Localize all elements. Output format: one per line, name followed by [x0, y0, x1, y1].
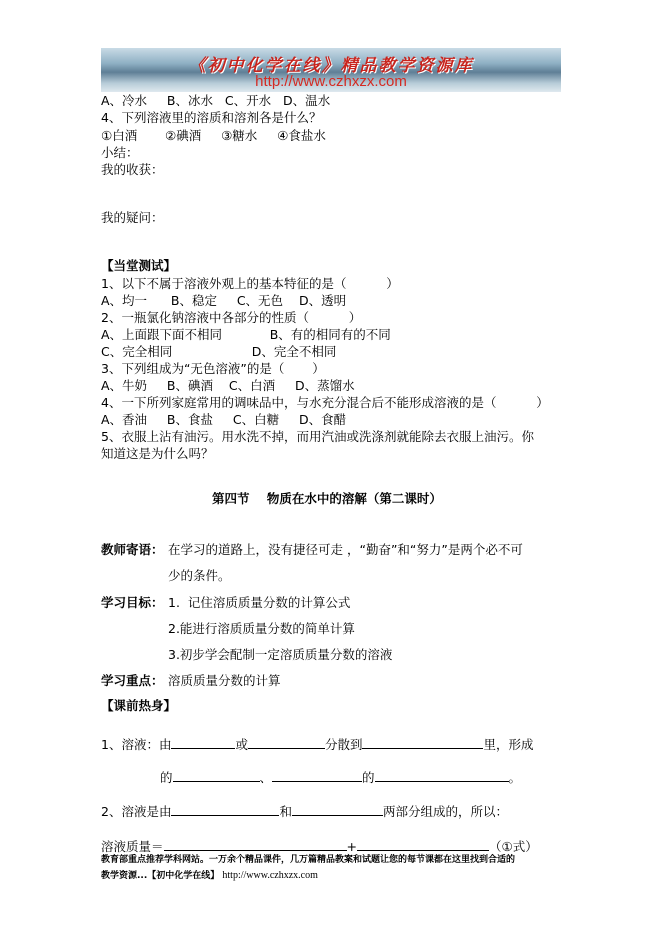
- warmup-heading: 【课前热身】: [101, 698, 177, 713]
- fill-blank[interactable]: [362, 736, 483, 749]
- banner-url: http://www.czhxzx.com: [255, 73, 407, 90]
- gains-label: 我的收获：: [101, 162, 164, 177]
- test-line: 2、一瓶氯化钠溶液中各部分的性质（ ）: [101, 310, 362, 325]
- text: 、: [259, 770, 273, 785]
- site-banner: [101, 48, 561, 92]
- test-line: A、牛奶 B、碘酒 C、白酒 D、蒸馏水: [101, 378, 355, 393]
- text: 和: [279, 804, 292, 819]
- teacher-text: 在学习的道路上，没有捷径可走 ，“勤奋”和“努力”是两个必不可: [168, 542, 523, 557]
- warmup-line-2: [160, 769, 521, 786]
- footer-line-1: 教育部重点推荐学科网站。一万余个精品课件，几万篇精品教案和试题让您的每节课都在这里找到合适的: [101, 855, 516, 865]
- focus-label: 学习重点：: [101, 673, 164, 688]
- fill-blank[interactable]: [357, 838, 489, 851]
- test-line: 3、下列组成为“无色溶液”的是（ ）: [101, 361, 325, 376]
- fill-blank[interactable]: [375, 769, 509, 782]
- footer-url[interactable]: http://www.czhxzx.com: [222, 870, 318, 881]
- warmup-line-1: [101, 736, 534, 753]
- warmup-line-3: [101, 803, 508, 820]
- text: 的: [362, 770, 375, 785]
- text: 分散到: [324, 737, 363, 752]
- fill-blank[interactable]: [272, 769, 362, 782]
- summary-label: 小结：: [101, 145, 139, 160]
- text: 1、溶液：由: [101, 737, 172, 752]
- text: 两部分组成的，所以：: [382, 804, 508, 819]
- goal-item: 1. 记住溶质质量分数的计算公式: [168, 595, 351, 610]
- footer-text: 教学资源...【初中化学在线】: [101, 871, 220, 881]
- test-line: 4、一下所列家庭常用的调味品中，与水充分混合后不能形成溶液的是（ ）: [101, 395, 549, 410]
- goals-label: 学习目标：: [101, 595, 164, 610]
- text: +: [346, 839, 357, 854]
- test-line: A、上面跟下面不相同 B、有的相同有的不同: [101, 327, 391, 342]
- banner-title: 《初中化学在线》精品教学资源库: [188, 56, 474, 76]
- fill-blank[interactable]: [292, 803, 383, 816]
- teacher-text: 少的条件。: [168, 568, 231, 583]
- text: （①式）: [489, 839, 538, 854]
- goal-item: 2.能进行溶质质量分数的简单计算: [168, 621, 355, 636]
- test-line: C、完全相同 D、完全不相同: [101, 344, 337, 359]
- footer-line-2: [101, 868, 318, 884]
- text: 里，形成: [483, 737, 534, 752]
- test-line: A、香油 B、食盐 C、白糖 D、食醋: [101, 412, 347, 427]
- q3-options: A、冷水 B、冰水 C、开水 D、温水: [101, 93, 331, 108]
- text: 溶液质量＝: [101, 839, 164, 854]
- q4-question: 4、下列溶液里的溶质和溶剂各是什么？: [101, 110, 322, 125]
- fill-blank[interactable]: [171, 736, 235, 749]
- fill-blank[interactable]: [248, 736, 325, 749]
- text: 。: [508, 770, 522, 785]
- text: 2、溶液是由: [101, 804, 172, 819]
- q4-items: ①白酒 ②碘酒 ③糖水 ④食盐水: [101, 128, 326, 143]
- fill-blank[interactable]: [164, 838, 347, 851]
- text: 的: [160, 770, 173, 785]
- test-heading: 【当堂测试】: [101, 258, 177, 273]
- focus-text: 溶质质量分数的计算: [168, 673, 281, 688]
- goal-item: 3.初步学会配制一定溶质质量分数的溶液: [168, 647, 393, 662]
- fill-blank[interactable]: [171, 803, 279, 816]
- section-title: 第四节 物质在水中的溶解（第二课时）: [212, 491, 442, 506]
- test-line: 5、衣服上沾有油污。用水洗不掉，而用汽油或洗涤剂就能除去衣服上油污。你: [101, 429, 534, 444]
- test-line: 知道这是为什么吗？: [101, 446, 214, 461]
- fill-blank[interactable]: [173, 769, 260, 782]
- questions-label: 我的疑问：: [101, 210, 164, 225]
- text: 或: [235, 737, 248, 752]
- teacher-label: 教师寄语：: [101, 542, 164, 557]
- test-line: 1、以下不属于溶液外观上的基本特征的是（ ）: [101, 276, 399, 291]
- test-line: A、均一 B、稳定 C、无色 D、透明: [101, 293, 347, 308]
